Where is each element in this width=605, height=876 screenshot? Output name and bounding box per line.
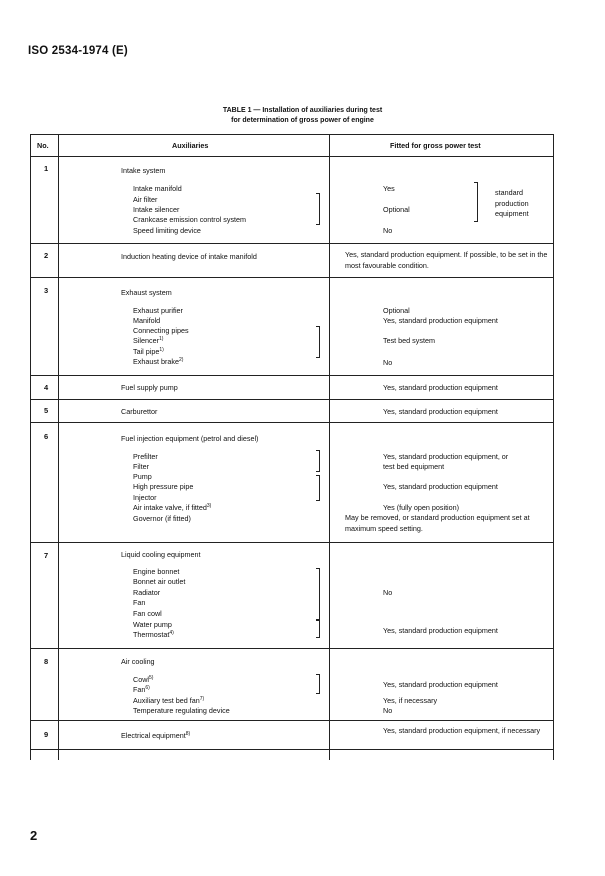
- row-number: 2: [44, 251, 49, 260]
- fit-value: No: [383, 226, 393, 235]
- right-brace: [316, 326, 320, 358]
- table-rule: [30, 375, 553, 376]
- row-title: [121, 731, 190, 740]
- list-item: Connecting pipes: [133, 326, 189, 335]
- fit-value: Yes, standard production equipment, if necessary: [383, 726, 541, 735]
- list-item: High pressure pipe: [133, 482, 194, 491]
- footnote-ref: 7): [199, 696, 205, 702]
- list-item: Injector: [133, 493, 157, 502]
- fit-value: Yes, standard production equipment: [383, 482, 498, 491]
- list-item: Bonnet air outlet: [133, 577, 186, 586]
- footnote-ref: 1): [158, 336, 164, 342]
- footnote-ref: 4): [169, 630, 174, 636]
- page-number: 2: [30, 828, 38, 843]
- row-number: 8: [44, 657, 49, 666]
- fit-value: Yes, standard production equipment: [383, 680, 498, 689]
- list-item: Air filter: [133, 195, 158, 204]
- table-rule: [30, 749, 553, 750]
- footnote-ref: 3): [206, 503, 212, 509]
- list-item: Pump: [133, 472, 152, 481]
- row-number: 7: [44, 551, 49, 560]
- footnote-ref: 8): [185, 731, 191, 737]
- list-item: [133, 696, 204, 705]
- fit-value: No: [383, 706, 393, 715]
- footnote-ref: 2): [178, 357, 184, 363]
- fit-value: Yes, standard production equipment: [383, 383, 498, 392]
- item-label: Auxiliary test bed fan: [133, 696, 200, 705]
- row-title: Liquid cooling equipment: [121, 550, 201, 559]
- fit-value: Yes (fully open position): [383, 503, 460, 512]
- fit-group-text: production: [495, 199, 529, 208]
- row-number: 9: [44, 730, 49, 739]
- list-item: Fan cowl: [133, 609, 162, 618]
- row-title: Air cooling: [121, 657, 155, 666]
- fit-value: No: [383, 358, 393, 367]
- fit-value: test bed equipment: [383, 462, 445, 471]
- footnote-ref: 1): [159, 347, 164, 353]
- table-caption-line1: TABLE 1 — Installation of auxiliaries during test: [222, 107, 383, 114]
- right-brace: [316, 620, 320, 638]
- fit-value: Yes, standard production equipment: [383, 407, 498, 416]
- fit-group-text: equipment: [495, 209, 529, 218]
- table-rule-vertical: [553, 134, 554, 760]
- fit-group-text: standard: [495, 188, 523, 197]
- right-brace: [316, 193, 320, 225]
- item-label: Exhaust brake: [133, 357, 179, 366]
- fit-value: Optional: [383, 205, 410, 214]
- list-item: [133, 685, 150, 694]
- fit-value: Test bed system: [383, 336, 435, 345]
- table-rule: [30, 277, 553, 278]
- list-item: Governor (if fitted): [133, 514, 191, 523]
- item-label: Thermostat: [133, 630, 170, 639]
- list-item: [133, 357, 183, 366]
- row-title: Fuel injection equipment (petrol and diesel): [121, 434, 259, 443]
- fit-value: Yes, standard production equipment. If possible, to be set in the most favourable condition.: [345, 250, 548, 270]
- row-title: Induction heating device of intake manifold: [121, 252, 257, 261]
- table-rule-vertical: [58, 134, 59, 760]
- fit-value: Yes: [383, 184, 395, 193]
- table-caption-line2: for determination of gross power of engine: [231, 117, 374, 124]
- footnote-ref: 6): [145, 685, 150, 691]
- row-title: Fuel supply pump: [121, 383, 178, 392]
- table-rule: [30, 720, 553, 721]
- list-item: [133, 675, 153, 684]
- table-rule-vertical: [329, 134, 330, 760]
- list-item: [133, 347, 164, 356]
- table-rule: [30, 648, 553, 649]
- table-rule: [30, 542, 553, 543]
- fit-value: No: [383, 588, 393, 597]
- fit-value: Yes, if necessary: [383, 696, 438, 705]
- item-label: Cowl: [133, 675, 149, 684]
- row-title: Exhaust system: [121, 288, 172, 297]
- list-item: Intake manifold: [133, 184, 182, 193]
- row-title: Carburettor: [121, 407, 158, 416]
- table-rule: [30, 134, 553, 135]
- list-item: Manifold: [133, 316, 161, 325]
- list-item: Intake silencer: [133, 205, 180, 214]
- fit-value: May be removed, or standard production equipment set at maximum speed setting.: [345, 513, 530, 533]
- table-rule: [30, 156, 553, 157]
- list-item: [133, 630, 174, 639]
- list-item: Water pump: [133, 620, 172, 629]
- row-number: 6: [44, 432, 49, 441]
- table-rule: [30, 399, 553, 400]
- list-item: Prefilter: [133, 452, 158, 461]
- list-item: Engine bonnet: [133, 567, 180, 576]
- list-item: Speed limiting device: [133, 226, 201, 235]
- column-header-no: No.: [37, 141, 49, 150]
- footnote-ref: 5): [148, 675, 154, 681]
- fit-value: Yes, standard production equipment: [383, 316, 498, 325]
- document-header: ISO 2534-1974 (E): [28, 45, 128, 57]
- row-number: 4: [44, 383, 49, 392]
- right-brace: [316, 674, 320, 694]
- table-rule: [30, 243, 553, 244]
- list-item: [133, 503, 211, 512]
- row-title: Intake system: [121, 166, 166, 175]
- item-label: Fan: [133, 685, 146, 694]
- list-item: Radiator: [133, 588, 161, 597]
- right-brace: [316, 568, 320, 620]
- row-number: 1: [44, 164, 49, 173]
- list-item: Temperature regulating device: [133, 706, 230, 715]
- fit-value: Yes, standard production equipment: [383, 626, 498, 635]
- right-brace: [474, 182, 478, 222]
- list-item: [133, 336, 163, 345]
- list-item: Crankcase emission control system: [133, 215, 247, 224]
- column-header-auxiliaries: Auxiliaries: [172, 141, 209, 150]
- table-rule-vertical: [30, 134, 31, 760]
- fit-value: Yes, standard production equipment, or: [383, 452, 509, 461]
- item-label: Electrical equipment: [121, 731, 186, 740]
- right-brace: [316, 450, 320, 472]
- item-label: Air intake valve, if fitted: [133, 503, 207, 512]
- row-number: 3: [44, 286, 49, 295]
- item-label: Silencer: [133, 336, 159, 345]
- column-header-fitted: Fitted for gross power test: [390, 141, 481, 150]
- item-label: Tail pipe: [133, 347, 160, 356]
- list-item: Exhaust purifier: [133, 306, 183, 315]
- right-brace: [316, 475, 320, 501]
- row-number: 5: [44, 406, 49, 415]
- fit-value: Optional: [383, 306, 410, 315]
- list-item: Filter: [133, 462, 149, 471]
- list-item: Fan: [133, 598, 146, 607]
- table-rule: [30, 422, 553, 423]
